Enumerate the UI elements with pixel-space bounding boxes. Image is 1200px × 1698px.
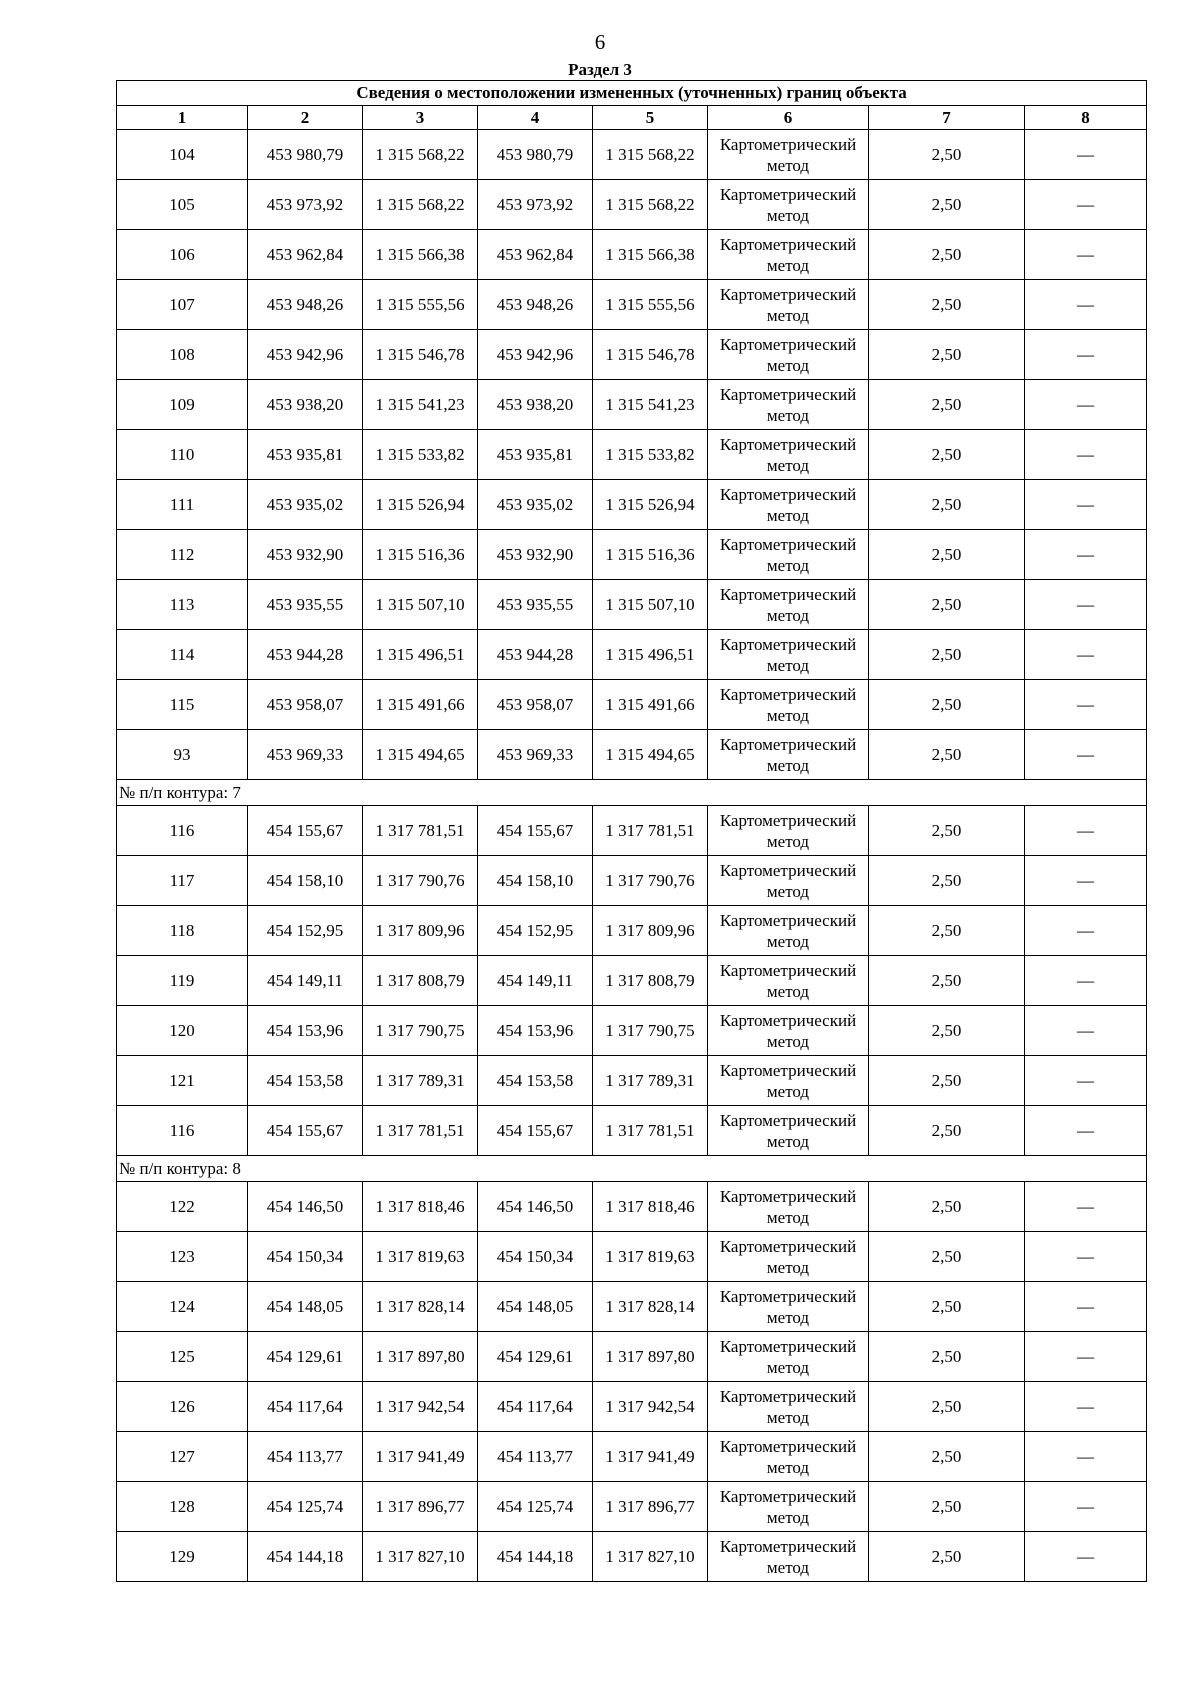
y-existing-cell: 1 317 790,75 — [363, 1006, 478, 1056]
method-cell: Картометрический метод — [708, 530, 869, 580]
y-existing-cell: 1 317 781,51 — [363, 806, 478, 856]
table-row — [117, 956, 1147, 1006]
x-new-cell: 454 144,18 — [478, 1532, 593, 1582]
y-new-cell: 1 317 809,96 — [593, 906, 708, 956]
x-new-cell: 453 938,20 — [478, 380, 593, 430]
precision-cell: 2,50 — [869, 1332, 1025, 1382]
precision-cell: 2,50 — [869, 1432, 1025, 1482]
point-number-cell: 118 — [117, 906, 248, 956]
y-existing-cell: 1 317 781,51 — [363, 1106, 478, 1156]
y-new-cell: 1 315 526,94 — [593, 480, 708, 530]
point-number-cell: 106 — [117, 230, 248, 280]
x-new-cell: 453 942,96 — [478, 330, 593, 380]
x-existing-cell: 454 113,77 — [248, 1432, 363, 1482]
x-new-cell: 454 129,61 — [478, 1332, 593, 1382]
method-cell: Картометрический метод — [708, 730, 869, 780]
dash-cell: — — [1025, 580, 1147, 630]
y-new-cell: 1 315 541,23 — [593, 380, 708, 430]
y-new-cell: 1 315 546,78 — [593, 330, 708, 380]
method-cell: Картометрический метод — [708, 380, 869, 430]
table-row — [117, 1382, 1147, 1432]
table-row — [117, 1182, 1147, 1232]
column-number: 5 — [593, 106, 708, 130]
table-row — [117, 130, 1147, 180]
dash-cell: — — [1025, 130, 1147, 180]
y-existing-cell: 1 317 809,96 — [363, 906, 478, 956]
column-number: 3 — [363, 106, 478, 130]
x-existing-cell: 453 958,07 — [248, 680, 363, 730]
precision-cell: 2,50 — [869, 480, 1025, 530]
y-existing-cell: 1 315 494,65 — [363, 730, 478, 780]
precision-cell: 2,50 — [869, 1182, 1025, 1232]
y-existing-cell: 1 317 941,49 — [363, 1432, 478, 1482]
method-cell: Картометрический метод — [708, 580, 869, 630]
method-cell: Картометрический метод — [708, 1332, 869, 1382]
dash-cell: — — [1025, 730, 1147, 780]
y-existing-cell: 1 315 546,78 — [363, 330, 478, 380]
x-new-cell: 454 153,58 — [478, 1056, 593, 1106]
precision-cell: 2,50 — [869, 856, 1025, 906]
y-existing-cell: 1 315 507,10 — [363, 580, 478, 630]
y-existing-cell: 1 315 555,56 — [363, 280, 478, 330]
precision-cell: 2,50 — [869, 630, 1025, 680]
table-row — [117, 730, 1147, 780]
y-existing-cell: 1 317 818,46 — [363, 1182, 478, 1232]
point-number-cell: 129 — [117, 1532, 248, 1582]
y-new-cell: 1 315 568,22 — [593, 130, 708, 180]
boundary-table — [116, 80, 1147, 1582]
table-row — [117, 806, 1147, 856]
table-row — [117, 1056, 1147, 1106]
method-cell: Картометрический метод — [708, 480, 869, 530]
x-existing-cell: 454 146,50 — [248, 1182, 363, 1232]
y-new-cell: 1 315 507,10 — [593, 580, 708, 630]
dash-cell: — — [1025, 1182, 1147, 1232]
precision-cell: 2,50 — [869, 1106, 1025, 1156]
x-new-cell: 454 158,10 — [478, 856, 593, 906]
dash-cell: — — [1025, 530, 1147, 580]
dash-cell: — — [1025, 906, 1147, 956]
method-cell: Картометрический метод — [708, 330, 869, 380]
method-cell: Картометрический метод — [708, 680, 869, 730]
method-cell: Картометрический метод — [708, 430, 869, 480]
y-new-cell: 1 315 566,38 — [593, 230, 708, 280]
method-cell: Картометрический метод — [708, 1282, 869, 1332]
x-existing-cell: 454 153,58 — [248, 1056, 363, 1106]
precision-cell: 2,50 — [869, 730, 1025, 780]
x-existing-cell: 454 117,64 — [248, 1382, 363, 1432]
y-existing-cell: 1 317 942,54 — [363, 1382, 478, 1432]
dash-cell: — — [1025, 680, 1147, 730]
x-new-cell: 453 935,81 — [478, 430, 593, 480]
x-existing-cell: 454 148,05 — [248, 1282, 363, 1332]
y-existing-cell: 1 315 516,36 — [363, 530, 478, 580]
dash-cell: — — [1025, 1006, 1147, 1056]
x-new-cell: 453 948,26 — [478, 280, 593, 330]
dash-cell: — — [1025, 856, 1147, 906]
method-cell: Картометрический метод — [708, 1382, 869, 1432]
precision-cell: 2,50 — [869, 806, 1025, 856]
x-new-cell: 454 117,64 — [478, 1382, 593, 1432]
y-existing-cell: 1 315 491,66 — [363, 680, 478, 730]
method-cell: Картометрический метод — [708, 1432, 869, 1482]
precision-cell: 2,50 — [869, 580, 1025, 630]
precision-cell: 2,50 — [869, 180, 1025, 230]
point-number-cell: 117 — [117, 856, 248, 906]
x-new-cell: 453 944,28 — [478, 630, 593, 680]
dash-cell: — — [1025, 1432, 1147, 1482]
column-number: 2 — [248, 106, 363, 130]
x-existing-cell: 454 155,67 — [248, 1106, 363, 1156]
point-number-cell: 105 — [117, 180, 248, 230]
contour-row — [117, 1156, 1147, 1182]
dash-cell: — — [1025, 230, 1147, 280]
dash-cell: — — [1025, 630, 1147, 680]
precision-cell: 2,50 — [869, 1006, 1025, 1056]
x-new-cell: 454 155,67 — [478, 1106, 593, 1156]
x-new-cell: 454 149,11 — [478, 956, 593, 1006]
x-new-cell: 453 958,07 — [478, 680, 593, 730]
point-number-cell: 93 — [117, 730, 248, 780]
x-existing-cell: 453 948,26 — [248, 280, 363, 330]
table-row — [117, 630, 1147, 680]
precision-cell: 2,50 — [869, 1232, 1025, 1282]
precision-cell: 2,50 — [869, 1482, 1025, 1532]
contour-label: № п/п контура: 7 — [117, 780, 1147, 806]
x-existing-cell: 453 935,81 — [248, 430, 363, 480]
dash-cell: — — [1025, 480, 1147, 530]
point-number-cell: 127 — [117, 1432, 248, 1482]
dash-cell: — — [1025, 1232, 1147, 1282]
table-body — [117, 81, 1147, 1582]
y-existing-cell: 1 317 828,14 — [363, 1282, 478, 1332]
y-new-cell: 1 317 781,51 — [593, 806, 708, 856]
table-row — [117, 430, 1147, 480]
y-existing-cell: 1 317 808,79 — [363, 956, 478, 1006]
x-new-cell: 454 148,05 — [478, 1282, 593, 1332]
table-row — [117, 1006, 1147, 1056]
y-existing-cell: 1 315 568,22 — [363, 180, 478, 230]
dash-cell: — — [1025, 806, 1147, 856]
table-caption: Сведения о местоположении измененных (уточненных) границ объекта — [117, 81, 1147, 106]
table-row — [117, 1482, 1147, 1532]
point-number-cell: 114 — [117, 630, 248, 680]
column-number: 4 — [478, 106, 593, 130]
precision-cell: 2,50 — [869, 130, 1025, 180]
x-new-cell: 453 935,55 — [478, 580, 593, 630]
precision-cell: 2,50 — [869, 530, 1025, 580]
x-new-cell: 453 935,02 — [478, 480, 593, 530]
y-new-cell: 1 317 789,31 — [593, 1056, 708, 1106]
x-existing-cell: 454 125,74 — [248, 1482, 363, 1532]
column-number: 8 — [1025, 106, 1147, 130]
precision-cell: 2,50 — [869, 1056, 1025, 1106]
x-new-cell: 454 146,50 — [478, 1182, 593, 1232]
x-existing-cell: 454 158,10 — [248, 856, 363, 906]
table-row — [117, 480, 1147, 530]
table-row — [117, 856, 1147, 906]
x-existing-cell: 453 932,90 — [248, 530, 363, 580]
x-new-cell: 454 152,95 — [478, 906, 593, 956]
y-new-cell: 1 317 808,79 — [593, 956, 708, 1006]
y-existing-cell: 1 315 541,23 — [363, 380, 478, 430]
method-cell: Картометрический метод — [708, 1482, 869, 1532]
precision-cell: 2,50 — [869, 230, 1025, 280]
table-row — [117, 180, 1147, 230]
method-cell: Картометрический метод — [708, 1106, 869, 1156]
x-existing-cell: 453 935,55 — [248, 580, 363, 630]
column-number-row — [117, 106, 1147, 130]
precision-cell: 2,50 — [869, 430, 1025, 480]
precision-cell: 2,50 — [869, 956, 1025, 1006]
precision-cell: 2,50 — [869, 906, 1025, 956]
precision-cell: 2,50 — [869, 330, 1025, 380]
table-row — [117, 380, 1147, 430]
table-row — [117, 680, 1147, 730]
point-number-cell: 122 — [117, 1182, 248, 1232]
table-row — [117, 330, 1147, 380]
point-number-cell: 125 — [117, 1332, 248, 1382]
column-number: 1 — [117, 106, 248, 130]
point-number-cell: 111 — [117, 480, 248, 530]
precision-cell: 2,50 — [869, 680, 1025, 730]
dash-cell: — — [1025, 956, 1147, 1006]
dash-cell: — — [1025, 1532, 1147, 1582]
table-row — [117, 1282, 1147, 1332]
y-existing-cell: 1 317 789,31 — [363, 1056, 478, 1106]
y-new-cell: 1 317 896,77 — [593, 1482, 708, 1532]
y-new-cell: 1 317 819,63 — [593, 1232, 708, 1282]
x-existing-cell: 454 152,95 — [248, 906, 363, 956]
dash-cell: — — [1025, 280, 1147, 330]
dash-cell: — — [1025, 1106, 1147, 1156]
precision-cell: 2,50 — [869, 1382, 1025, 1432]
x-existing-cell: 454 144,18 — [248, 1532, 363, 1582]
x-existing-cell: 453 973,92 — [248, 180, 363, 230]
table-row — [117, 280, 1147, 330]
dash-cell: — — [1025, 1282, 1147, 1332]
method-cell: Картометрический метод — [708, 180, 869, 230]
x-new-cell: 453 980,79 — [478, 130, 593, 180]
y-new-cell: 1 317 781,51 — [593, 1106, 708, 1156]
y-new-cell: 1 317 818,46 — [593, 1182, 708, 1232]
contour-row — [117, 780, 1147, 806]
y-new-cell: 1 317 790,76 — [593, 856, 708, 906]
y-new-cell: 1 315 491,66 — [593, 680, 708, 730]
y-new-cell: 1 315 516,36 — [593, 530, 708, 580]
dash-cell: — — [1025, 180, 1147, 230]
table-row — [117, 1332, 1147, 1382]
method-cell: Картометрический метод — [708, 130, 869, 180]
x-existing-cell: 453 938,20 — [248, 380, 363, 430]
method-cell: Картометрический метод — [708, 1532, 869, 1582]
x-existing-cell: 454 155,67 — [248, 806, 363, 856]
table-row — [117, 1532, 1147, 1582]
x-existing-cell: 453 980,79 — [248, 130, 363, 180]
section-title: Раздел 3 — [568, 60, 632, 79]
table-row — [117, 230, 1147, 280]
x-existing-cell: 453 942,96 — [248, 330, 363, 380]
y-existing-cell: 1 315 566,38 — [363, 230, 478, 280]
precision-cell: 2,50 — [869, 280, 1025, 330]
point-number-cell: 116 — [117, 806, 248, 856]
table-row — [117, 1432, 1147, 1482]
y-existing-cell: 1 315 526,94 — [363, 480, 478, 530]
method-cell: Картометрический метод — [708, 1232, 869, 1282]
x-existing-cell: 454 149,11 — [248, 956, 363, 1006]
y-existing-cell: 1 317 790,76 — [363, 856, 478, 906]
point-number-cell: 124 — [117, 1282, 248, 1332]
y-new-cell: 1 317 942,54 — [593, 1382, 708, 1432]
method-cell: Картометрический метод — [708, 806, 869, 856]
y-existing-cell: 1 317 896,77 — [363, 1482, 478, 1532]
y-existing-cell: 1 317 897,80 — [363, 1332, 478, 1382]
y-new-cell: 1 315 533,82 — [593, 430, 708, 480]
y-existing-cell: 1 315 568,22 — [363, 130, 478, 180]
point-number-cell: 113 — [117, 580, 248, 630]
table-caption-row — [117, 81, 1147, 106]
x-new-cell: 454 150,34 — [478, 1232, 593, 1282]
y-existing-cell: 1 315 496,51 — [363, 630, 478, 680]
x-new-cell: 453 969,33 — [478, 730, 593, 780]
point-number-cell: 108 — [117, 330, 248, 380]
x-new-cell: 454 125,74 — [478, 1482, 593, 1532]
x-new-cell: 454 153,96 — [478, 1006, 593, 1056]
point-number-cell: 112 — [117, 530, 248, 580]
x-existing-cell: 453 962,84 — [248, 230, 363, 280]
method-cell: Картометрический метод — [708, 856, 869, 906]
precision-cell: 2,50 — [869, 380, 1025, 430]
method-cell: Картометрический метод — [708, 1006, 869, 1056]
method-cell: Картометрический метод — [708, 906, 869, 956]
x-new-cell: 453 962,84 — [478, 230, 593, 280]
x-new-cell: 453 973,92 — [478, 180, 593, 230]
method-cell: Картометрический метод — [708, 1182, 869, 1232]
y-new-cell: 1 315 568,22 — [593, 180, 708, 230]
y-new-cell: 1 315 496,51 — [593, 630, 708, 680]
y-new-cell: 1 317 827,10 — [593, 1532, 708, 1582]
method-cell: Картометрический метод — [708, 630, 869, 680]
y-new-cell: 1 317 941,49 — [593, 1432, 708, 1482]
point-number-cell: 104 — [117, 130, 248, 180]
method-cell: Картометрический метод — [708, 280, 869, 330]
point-number-cell: 121 — [117, 1056, 248, 1106]
x-existing-cell: 454 150,34 — [248, 1232, 363, 1282]
point-number-cell: 116 — [117, 1106, 248, 1156]
y-new-cell: 1 315 555,56 — [593, 280, 708, 330]
method-cell: Картометрический метод — [708, 1056, 869, 1106]
x-existing-cell: 453 935,02 — [248, 480, 363, 530]
x-existing-cell: 454 153,96 — [248, 1006, 363, 1056]
point-number-cell: 120 — [117, 1006, 248, 1056]
dash-cell: — — [1025, 1482, 1147, 1532]
x-existing-cell: 453 969,33 — [248, 730, 363, 780]
y-new-cell: 1 317 828,14 — [593, 1282, 708, 1332]
dash-cell: — — [1025, 1056, 1147, 1106]
y-new-cell: 1 317 790,75 — [593, 1006, 708, 1056]
precision-cell: 2,50 — [869, 1532, 1025, 1582]
point-number-cell: 110 — [117, 430, 248, 480]
point-number-cell: 107 — [117, 280, 248, 330]
x-new-cell: 453 932,90 — [478, 530, 593, 580]
x-new-cell: 454 155,67 — [478, 806, 593, 856]
dash-cell: — — [1025, 430, 1147, 480]
dash-cell: — — [1025, 1332, 1147, 1382]
table-row — [117, 580, 1147, 630]
point-number-cell: 109 — [117, 380, 248, 430]
table-row — [117, 530, 1147, 580]
x-existing-cell: 454 129,61 — [248, 1332, 363, 1382]
contour-label: № п/п контура: 8 — [117, 1156, 1147, 1182]
y-existing-cell: 1 315 533,82 — [363, 430, 478, 480]
table-row — [117, 1106, 1147, 1156]
dash-cell: — — [1025, 380, 1147, 430]
dash-cell: — — [1025, 330, 1147, 380]
y-existing-cell: 1 317 819,63 — [363, 1232, 478, 1282]
y-new-cell: 1 317 897,80 — [593, 1332, 708, 1382]
column-number: 6 — [708, 106, 869, 130]
method-cell: Картометрический метод — [708, 230, 869, 280]
page-number: 6 — [594, 30, 606, 54]
point-number-cell: 126 — [117, 1382, 248, 1432]
x-new-cell: 454 113,77 — [478, 1432, 593, 1482]
x-existing-cell: 453 944,28 — [248, 630, 363, 680]
column-number: 7 — [869, 106, 1025, 130]
table-row — [117, 906, 1147, 956]
dash-cell: — — [1025, 1382, 1147, 1432]
table-row — [117, 1232, 1147, 1282]
method-cell: Картометрический метод — [708, 956, 869, 1006]
y-existing-cell: 1 317 827,10 — [363, 1532, 478, 1582]
y-new-cell: 1 315 494,65 — [593, 730, 708, 780]
precision-cell: 2,50 — [869, 1282, 1025, 1332]
point-number-cell: 119 — [117, 956, 248, 1006]
point-number-cell: 128 — [117, 1482, 248, 1532]
point-number-cell: 115 — [117, 680, 248, 730]
point-number-cell: 123 — [117, 1232, 248, 1282]
